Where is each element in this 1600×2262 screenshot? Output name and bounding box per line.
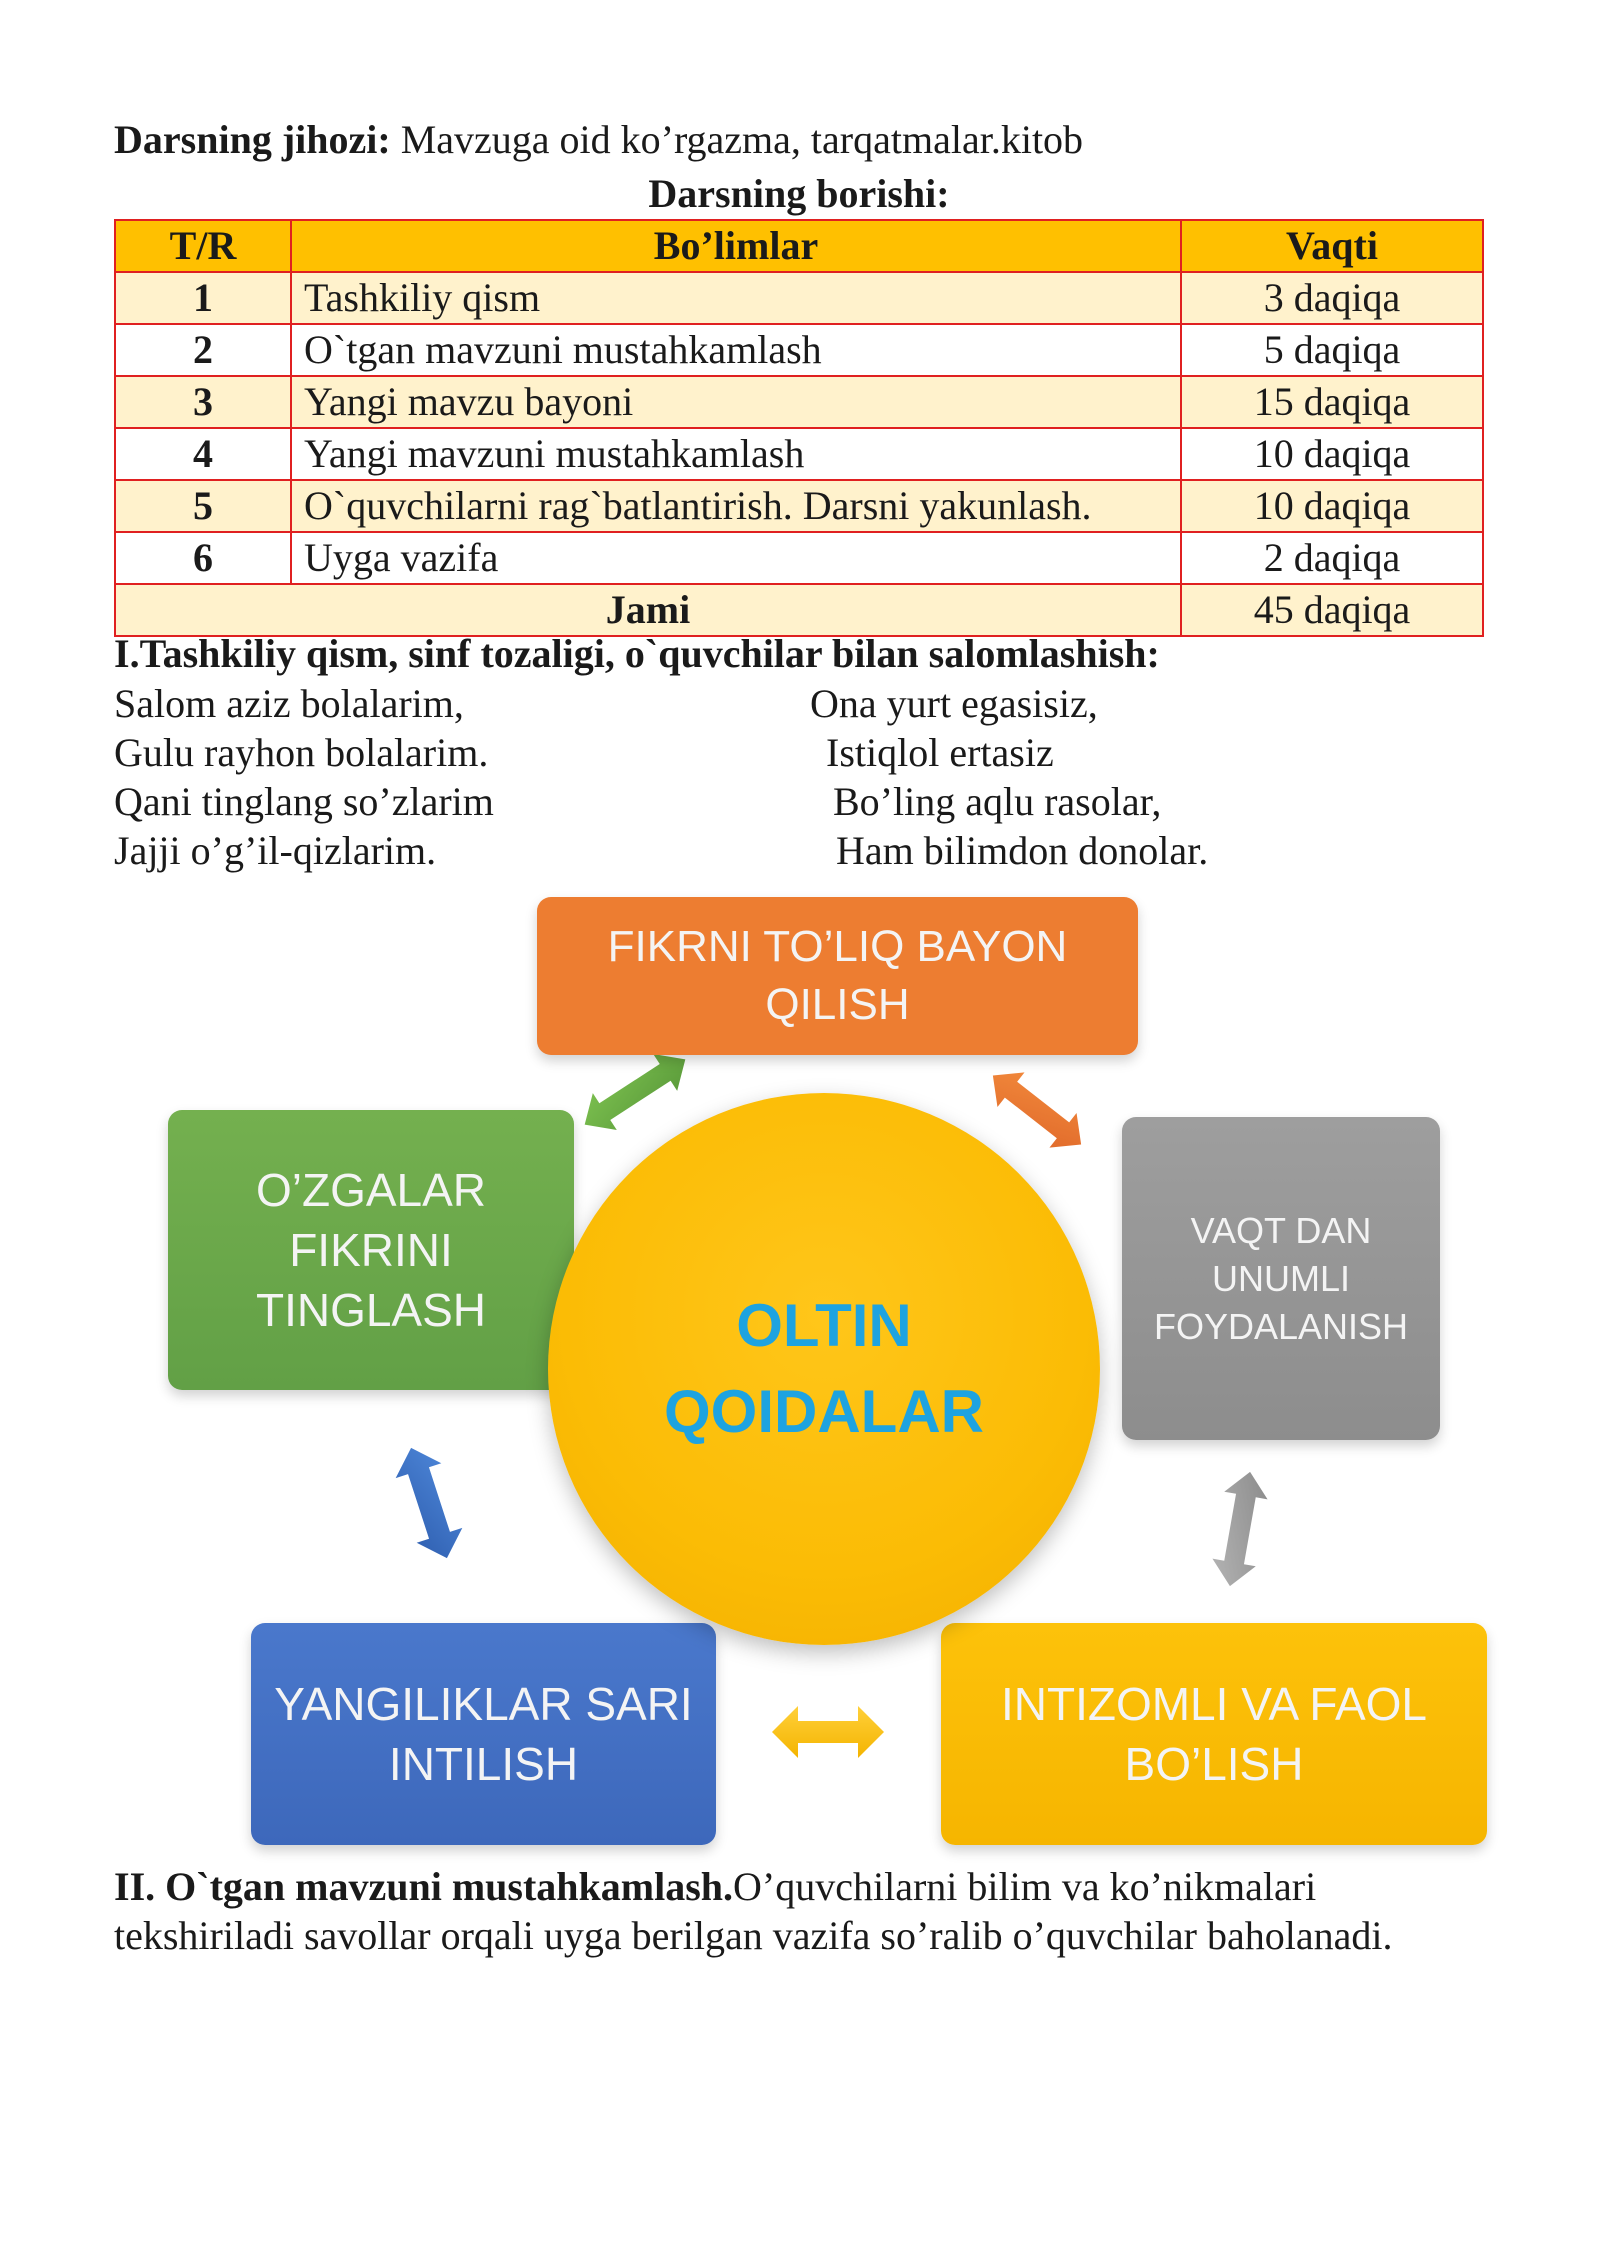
arrow-blue-icon <box>388 1440 469 1565</box>
row-time: 5 daqiqa <box>1181 324 1483 376</box>
rule-right-line: UNUMLI <box>1211 1257 1350 1299</box>
rule-bottom-left-line: INTILISH <box>388 1738 579 1790</box>
rule-bottom-left-line: YANGILIKLAR SARI <box>274 1678 693 1730</box>
row-time: 15 daqiqa <box>1181 376 1483 428</box>
poem-left-line: Qani tinglang so’zlarim <box>114 779 494 824</box>
lesson-flow-title: Darsning borishi: <box>648 171 950 216</box>
rule-bottom-right-line: BO’LISH <box>1124 1738 1304 1790</box>
header-tr: T/R <box>115 220 291 272</box>
section1-title: I.Tashkiliy qism, sinf tozaligi, o`quvchilar bilan salomlashish: <box>114 631 1160 676</box>
rule-right-line: FOYDALANISH <box>1153 1305 1409 1347</box>
poem-right-line: Bo’ling aqlu rasolar, <box>833 779 1162 824</box>
row-section: Yangi mavzu bayoni <box>291 376 1181 428</box>
rule-left-line: TINGLASH <box>255 1284 487 1336</box>
rule-box-top <box>537 897 1138 1055</box>
rule-box-left <box>168 1110 574 1390</box>
row-number: 6 <box>115 532 291 584</box>
equipment-label: Darsning jihozi: <box>114 117 391 162</box>
golden-rules-circle <box>548 1093 1100 1645</box>
row-time: 10 daqiqa <box>1181 428 1483 480</box>
poem-left-line: Salom aziz bolalarim, <box>114 681 464 726</box>
row-time: 10 daqiqa <box>1181 480 1483 532</box>
rule-box-bottom-left <box>251 1623 716 1845</box>
row-section: O`quvchilarni rag`batlantirish. Darsni yakunlash. <box>291 480 1181 532</box>
row-time: 3 daqiqa <box>1181 272 1483 324</box>
row-number: 3 <box>115 376 291 428</box>
arrow-yellow-icon <box>772 1706 884 1758</box>
poem-left-line: Jajji o’g’il-qizlarim. <box>114 828 437 873</box>
circle-line: QOIDALAR <box>664 1378 984 1445</box>
row-section: Tashkiliy qism <box>291 272 1181 324</box>
row-section: Yangi mavzuni mustahkamlash <box>291 428 1181 480</box>
rule-bottom-right-line: INTIZOMLI VA FAOL <box>1000 1678 1428 1730</box>
equipment-text: Mavzuga oid ko’rgazma, tarqatmalar.kitob <box>390 117 1084 162</box>
rule-left-line: FIKRINI <box>289 1224 453 1276</box>
arrow-orange-icon <box>979 1058 1094 1162</box>
section2-title: II. O`tgan mavzuni mustahkamlash. <box>114 1864 734 1909</box>
section2-paragraph <box>114 1862 1494 1960</box>
circle-line: OLTIN <box>736 1292 912 1359</box>
rule-top-line: FIKRNI TO’LIQ BAYON <box>607 922 1068 971</box>
poem-left-line: Gulu rayhon bolalarim. <box>114 730 489 775</box>
rule-top-line: QILISH <box>765 980 910 1029</box>
row-time: 2 daqiqa <box>1181 532 1483 584</box>
rule-box-bottom-right <box>941 1623 1487 1845</box>
rule-box-right <box>1122 1117 1440 1440</box>
rule-left-line: O’ZGALAR <box>255 1164 487 1216</box>
rule-right-line: VAQT DAN <box>1190 1209 1372 1251</box>
row-section: O`tgan mavzuni mustahkamlash <box>291 324 1181 376</box>
section2-text: O’quvchilarni bilim va ko’nikmalari tekshiriladi savollar orqali uyga berilgan vazifa so’ralib o’quvchilar baholanadi. <box>114 1864 1393 1958</box>
header-time: Vaqti <box>1181 220 1483 272</box>
poem-right-line: Istiqlol ertasiz <box>826 730 1054 775</box>
row-number: 1 <box>115 272 291 324</box>
total-label: Jami <box>115 584 1181 636</box>
row-number: 4 <box>115 428 291 480</box>
row-section: Uyga vazifa <box>291 532 1181 584</box>
arrow-gray-icon <box>1208 1468 1271 1590</box>
arrow-green-icon <box>573 1041 698 1143</box>
poem-right-line: Ham bilimdon donolar. <box>836 828 1209 873</box>
row-number: 5 <box>115 480 291 532</box>
poem-right-line: Ona yurt egasisiz, <box>810 681 1098 726</box>
row-number: 2 <box>115 324 291 376</box>
total-time: 45 daqiqa <box>1181 584 1483 636</box>
header-sections: Bo’limlar <box>291 220 1181 272</box>
